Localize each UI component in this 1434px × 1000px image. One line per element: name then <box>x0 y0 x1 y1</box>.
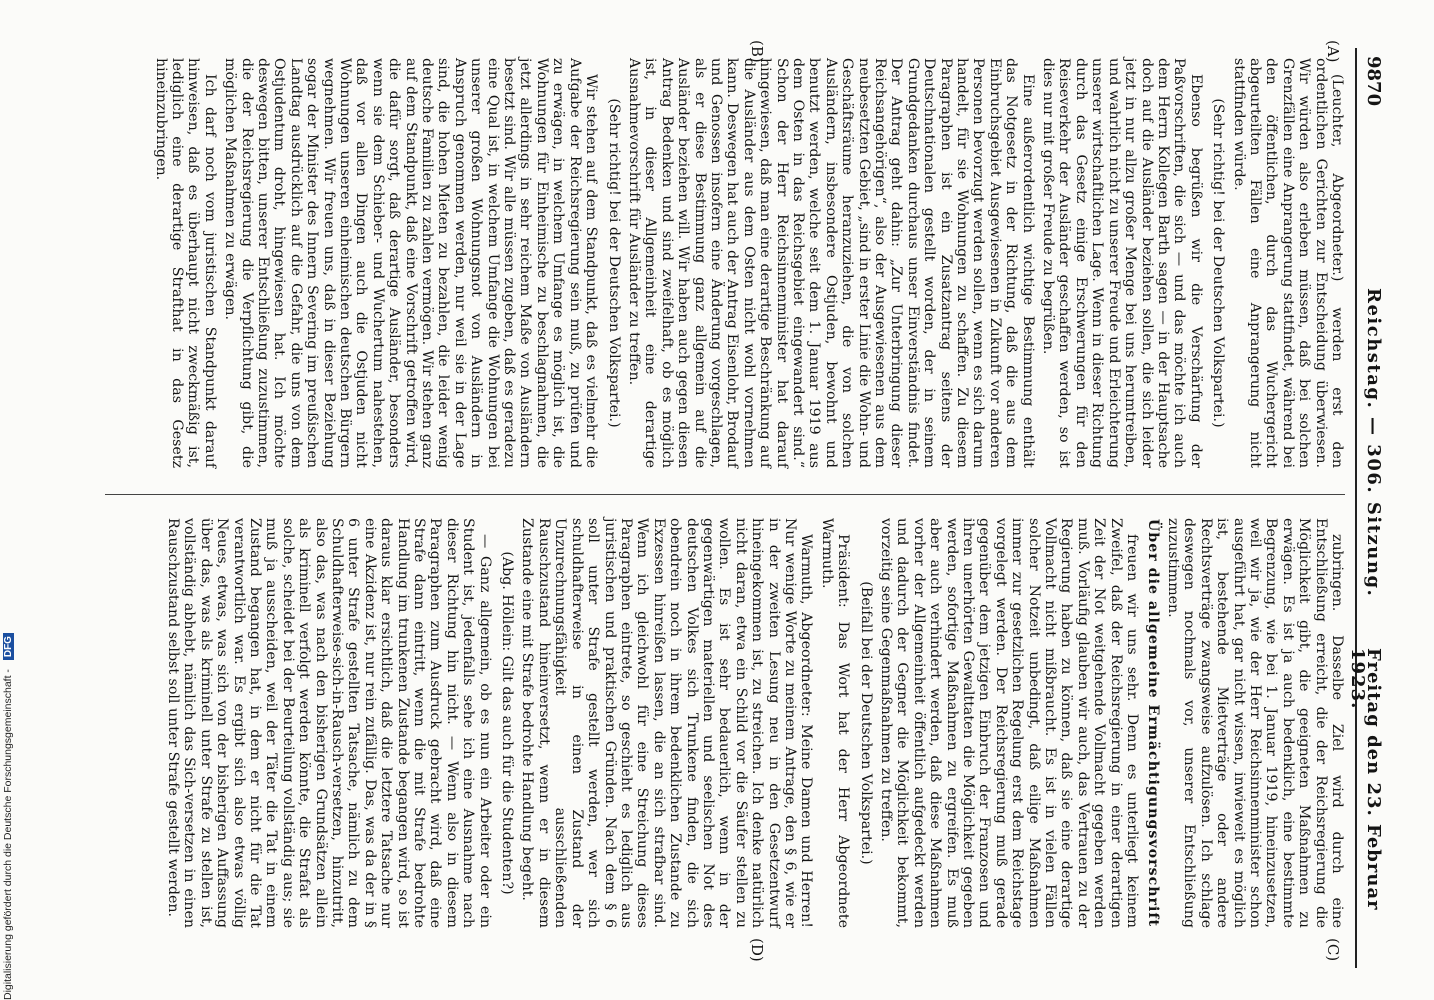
header-date: Freitag den 23. Februar 1923. <box>1346 648 1384 911</box>
interjection: (Sehr richtig! bei der Deutschen Volkspartei.) <box>605 98 622 428</box>
credit-text: Digitalisierung gefördert durch die Deutsche Forschungsgemeinschaft - <box>2 669 14 1000</box>
paragraph: freuen wir uns sehr. Denn es unterliegt keinem Zweifel, daß der Reichsregierung in einer derartigen Zeit der Not weitgehende Vollmacht gegeben werden muß. Vorläufig glauben wir auch, das Vertrauen zu der Regierung haben zu können, daß sie eine derartige Vollmacht nicht mißbraucht. Es ist in vielen Fällen solcher Notzeit unbedingt, daß eilige Maßnahmen immer zur gesetzlichen Regelung erst dem Reichstage vorgelegt werden. Der Reichsregierung muß gerade gegenüber dem jetzigen Einbruch der Franzosen und ihren unerhörten Gewalttaten die Möglichkeit gegeben werden, sofortige Maßnahmen zu ergreifen. Es muß aber auch verhindert werden, daß diese Maßnahmen vorher der Allgemeinheit öffentlich aufgedeckt werden und dadurch der Gegner die Möglichkeit bekommt, vorzeitig seine Gegenmaßnahmen zu treffen. <box>878 518 1141 928</box>
paragraph: — Ganz allgemein, ob es nun ein Arbeiter oder ein Student ist, jedenfalls sehe ich eine Ausnahme nach dieser Richtung hin nicht. — Wenn also in diesem Paragraphen zum Ausdruck gebracht wird, daß eine Strafe dann eintritt, wenn die mit Strafe bedrohte Handlung im trunkenen Zustande begangen wird, so ist daraus klar ersichtlich, daß die letztere Tatsache nur eine Akzidenz ist, nur rein zufällig. Das, was da der in § 6 unter Strafe gestellten Tatsache, nämlich zu dem Schuldhafterweise-sich-in-Rausch-versetzen, hinzutritt, also das, was nach den bisherigen Grundsätzen allein als kriminell verfolgt werden könnte, die Strafat als solche, scheidet bei der Beurteilung vollständig aus; sie muß ja ausscheiden, weil der Täter die Tat in einem Zustand begangen hat, in dem er nicht für die Tat verantwortlich war. Es ergibt sich also etwas völlig Neues, etwas, was sich von der bisherigen Auffassung über das, was als kriminell unter Strafe zu stellen ist, vollständig abhebt, nämlich das Sich-versetzen in einen Rauschzustand selbst soll unter Strafe gestellt werden. <box>164 518 493 928</box>
margin-mark-b: (B) <box>748 40 766 63</box>
left-column <box>148 58 1345 468</box>
column-divider <box>105 494 1345 495</box>
page-header <box>1346 48 1385 968</box>
header-title: Reichstag. — 306. Sitzung. <box>1363 288 1384 598</box>
paragraph: Wir stehen auf dem Standpunkt, daß es vielmehr die Aufgabe der Reichsregierung sein muß, zu prüfen und zu erwägen, in welchem Umfange es möglich ist, die Wohnungen für Einheimische zu beschlagnahmen, die jetzt allerdings in sehr reichem Maße von Ausländern besetzt sind. Wir alle müssen zugeben, daß es geradezu eine Qual ist, in welchem Umfange die Wohnungen bei unserer großen Wohnungsnot von Ausländern in Anspruch genommen werden, nur weil sie in der Lage sind, die hohen Mieten zu bezahlen, die leider wenig deutsche Familien zu zahlen vermögen. Wir stehen ganz auf dem Standpunkt, daß eine Vorschrift getroffen wird, die dafür sorgt, daß derartige Ausländer, besonders wenn sie dem Schieber- und Wuchertum nahestehen, daß vor allen Dingen auch die Ostjuden nicht Wohnungen unseren einheimischen deutschen Bürgern wegnehmen. Wir freuen uns, daß in dieser Beziehung sogar der Minister des Innern Severing im preußischen Landtag ausdrücklich auf die Gefahr, die uns von dem Ostjudentum droht, hingewiesen hat. Ich möchte deswegen bitten, unserer Entschließung zuzustimmen, die der Reichsregierung die Verpflichtung gibt, die möglichen Maßnahmen zu erwägen. <box>222 58 600 468</box>
paragraph: zubringen. Dasselbe Ziel wird durch eine Entschließung erreicht, die der Reichsregierung die Möglichkeit gibt, die geeigneten Maßnahmen zu erwägen. Es ist ja auch bedenklich, eine bestimmte Begrenzung, wie bei 1. Januar 1919, hineinzusetzen, weil wir ja, wie der Herr Reichsinnenminister schon ausgeführt hat, gar nicht wissen, inwieweit es möglich ist, bestehende Mietverträge oder andere Rechtsverträge zwangsweise aufzulösen. Ich schlage deswegen nochmals vor, unserer Entschließung zuzustimmen. <box>1164 518 1345 928</box>
section-heading: Über die allgemeine Ermächtigungsvorschrift <box>1144 518 1161 928</box>
paragraph: Präsident: Das Wort hat der Herr Abgeordnete Warmuth. <box>818 518 852 928</box>
dfg-logo: DFG <box>3 633 14 660</box>
paragraph: Ich darf noch vom juristischen Standpunkt darauf hinweisen, daß es überhaupt nicht zweckmäßig ist, lediglich eine derartige Strafthat in das Gesetz hineinzubringen. <box>152 58 218 468</box>
paragraph: Ebenso begrüßen wir die Verschärfung der Paßvorschriften, die sich — und das möchte ich auch dem Herrn Kollegen Barth sagen — in der Hauptsache doch auf die Ausländer beziehen sollen, die sich leider jetzt in nur allzu großer Menge bei uns herumtreiben, und wahrlich nicht zu unserer Freude und Erleichterung unserer wirtschaftlichen Lage. Wenn in dieser Richtung durch das Gesetz einige Erschwerungen für den Reiseverkehr der Ausländer geschaffen werden, so ist dies nur mit großer Freude zu begrüßen. <box>1040 58 1204 468</box>
interjection: (Abg. Höllein: Gilt das auch für die Studenten?) <box>499 551 516 895</box>
paragraph: (Leuchter, Abgeordneter.) werden erst den ordentlichen Gerichten zur Entscheidung überwiesen. Wir würden also erleben müssen, daß bei solchen Grenzfällen eine Anprangerung stattfindet, während bei den öffentlichen, durch das Wuchergericht abgeurteilten Fällen eine Anprangerung nicht stattfinden würde. <box>1230 58 1345 468</box>
margin-mark-a: (A) <box>1324 40 1342 63</box>
rotated-document-page <box>85 40 1385 968</box>
interjection: (Sehr richtig! bei der Deutschen Volkspartei.) <box>1210 98 1227 428</box>
paragraph: Warmuth, Abgeordneter: Meine Damen und Herren! Nur wenige Worte zu meinem Antrage, den § 6, wie er in der zweiten Lesung neu in den Gesetzentwurf hineingekommen ist, zu streichen. Ich denke natürlich nicht daran, etwa ein Schild vor die Säufer stellen zu wollen. Es ist sehr bedauerlich, wenn in der gegenwärtigen materiellen und seelischen Not des deutschen Volkes sich Trunkene finden, die sich obendrein noch in ihrem bedenklichen Zustande zu Exzessen hinreißen lassen, die an sich strafbar sind. Wenn ich gleichwohl für eine Streichung dieses Paragraphen eintrete, so geschieht es lediglich aus juristischen und praktischen Gründen. Nach dem § 6 soll unter Strafe gestellt werden, wer sich schuldhafterweise in einen Zustand der Unzurechnungsfähigkeit ausschließenden Rauschzustand hineinversetzt, wenn er in diesem Zustande eine mit Strafe bedrohte Handlung begeht. <box>519 518 815 928</box>
page-number: 9870 <box>1363 56 1384 107</box>
right-column <box>161 518 1345 928</box>
margin-mark-d: (D) <box>748 938 766 962</box>
interjection: (Beifall bei der Deutschen Volkspartei.) <box>857 581 874 865</box>
margin-mark-c: (C) <box>1324 938 1342 962</box>
paragraph: Eine außerordentlich wichtige Bestimmung enthält das Notgesetz in der Richtung, daß die aus dem Einbruchsgebiet Ausgewiesenen in Zukunft vor anderen Personen bevorzugt werden sollen, wenn es sich darum handelt, für sie Wohnungen zu schaffen. Zu diesem Paragraphen ist ein Zusatzantrag seitens der Deutschnationalen gestellt worden, der in seinem Grundgedanken durchaus unser Einverständnis findet. Der Antrag geht dahin: „Zur Unterbringung dieser Reichsangehörigen“, also der Ausgewiesenen aus dem neubesetzten Gebiet, „sind in erster Linie die Wohn- und Geschäftsräume heranzuziehen, die von solchen Ausländern, insbesondere Ostjuden, bewohnt und benutzt werden, welche seit dem 1. Januar 1919 aus dem Osten in das Reichsgebiet eingewandert sind.“ Schon der Herr Reichsinnenminister hat darauf hingewiesen, daß man eine derartige Beschränkung auf die Ausländer aus dem Osten nicht wohl vornehmen kann. Deswegen hat auch der Antrag Eisenlohr, Brodauf und Genossen insofern eine Änderung vorgeschlagen, als er diese Bestimmung ganz allgemein auf die Ausländer beziehen will. Wir haben auch gegen diesen Antrag Bedenken und sind zweifelhaft, ob es möglich ist, in dieser Allgemeinheit eine derartige Ausnahmevorschrift für Ausländer zu treffen. <box>625 58 1036 468</box>
digitization-credit <box>2 560 14 1000</box>
